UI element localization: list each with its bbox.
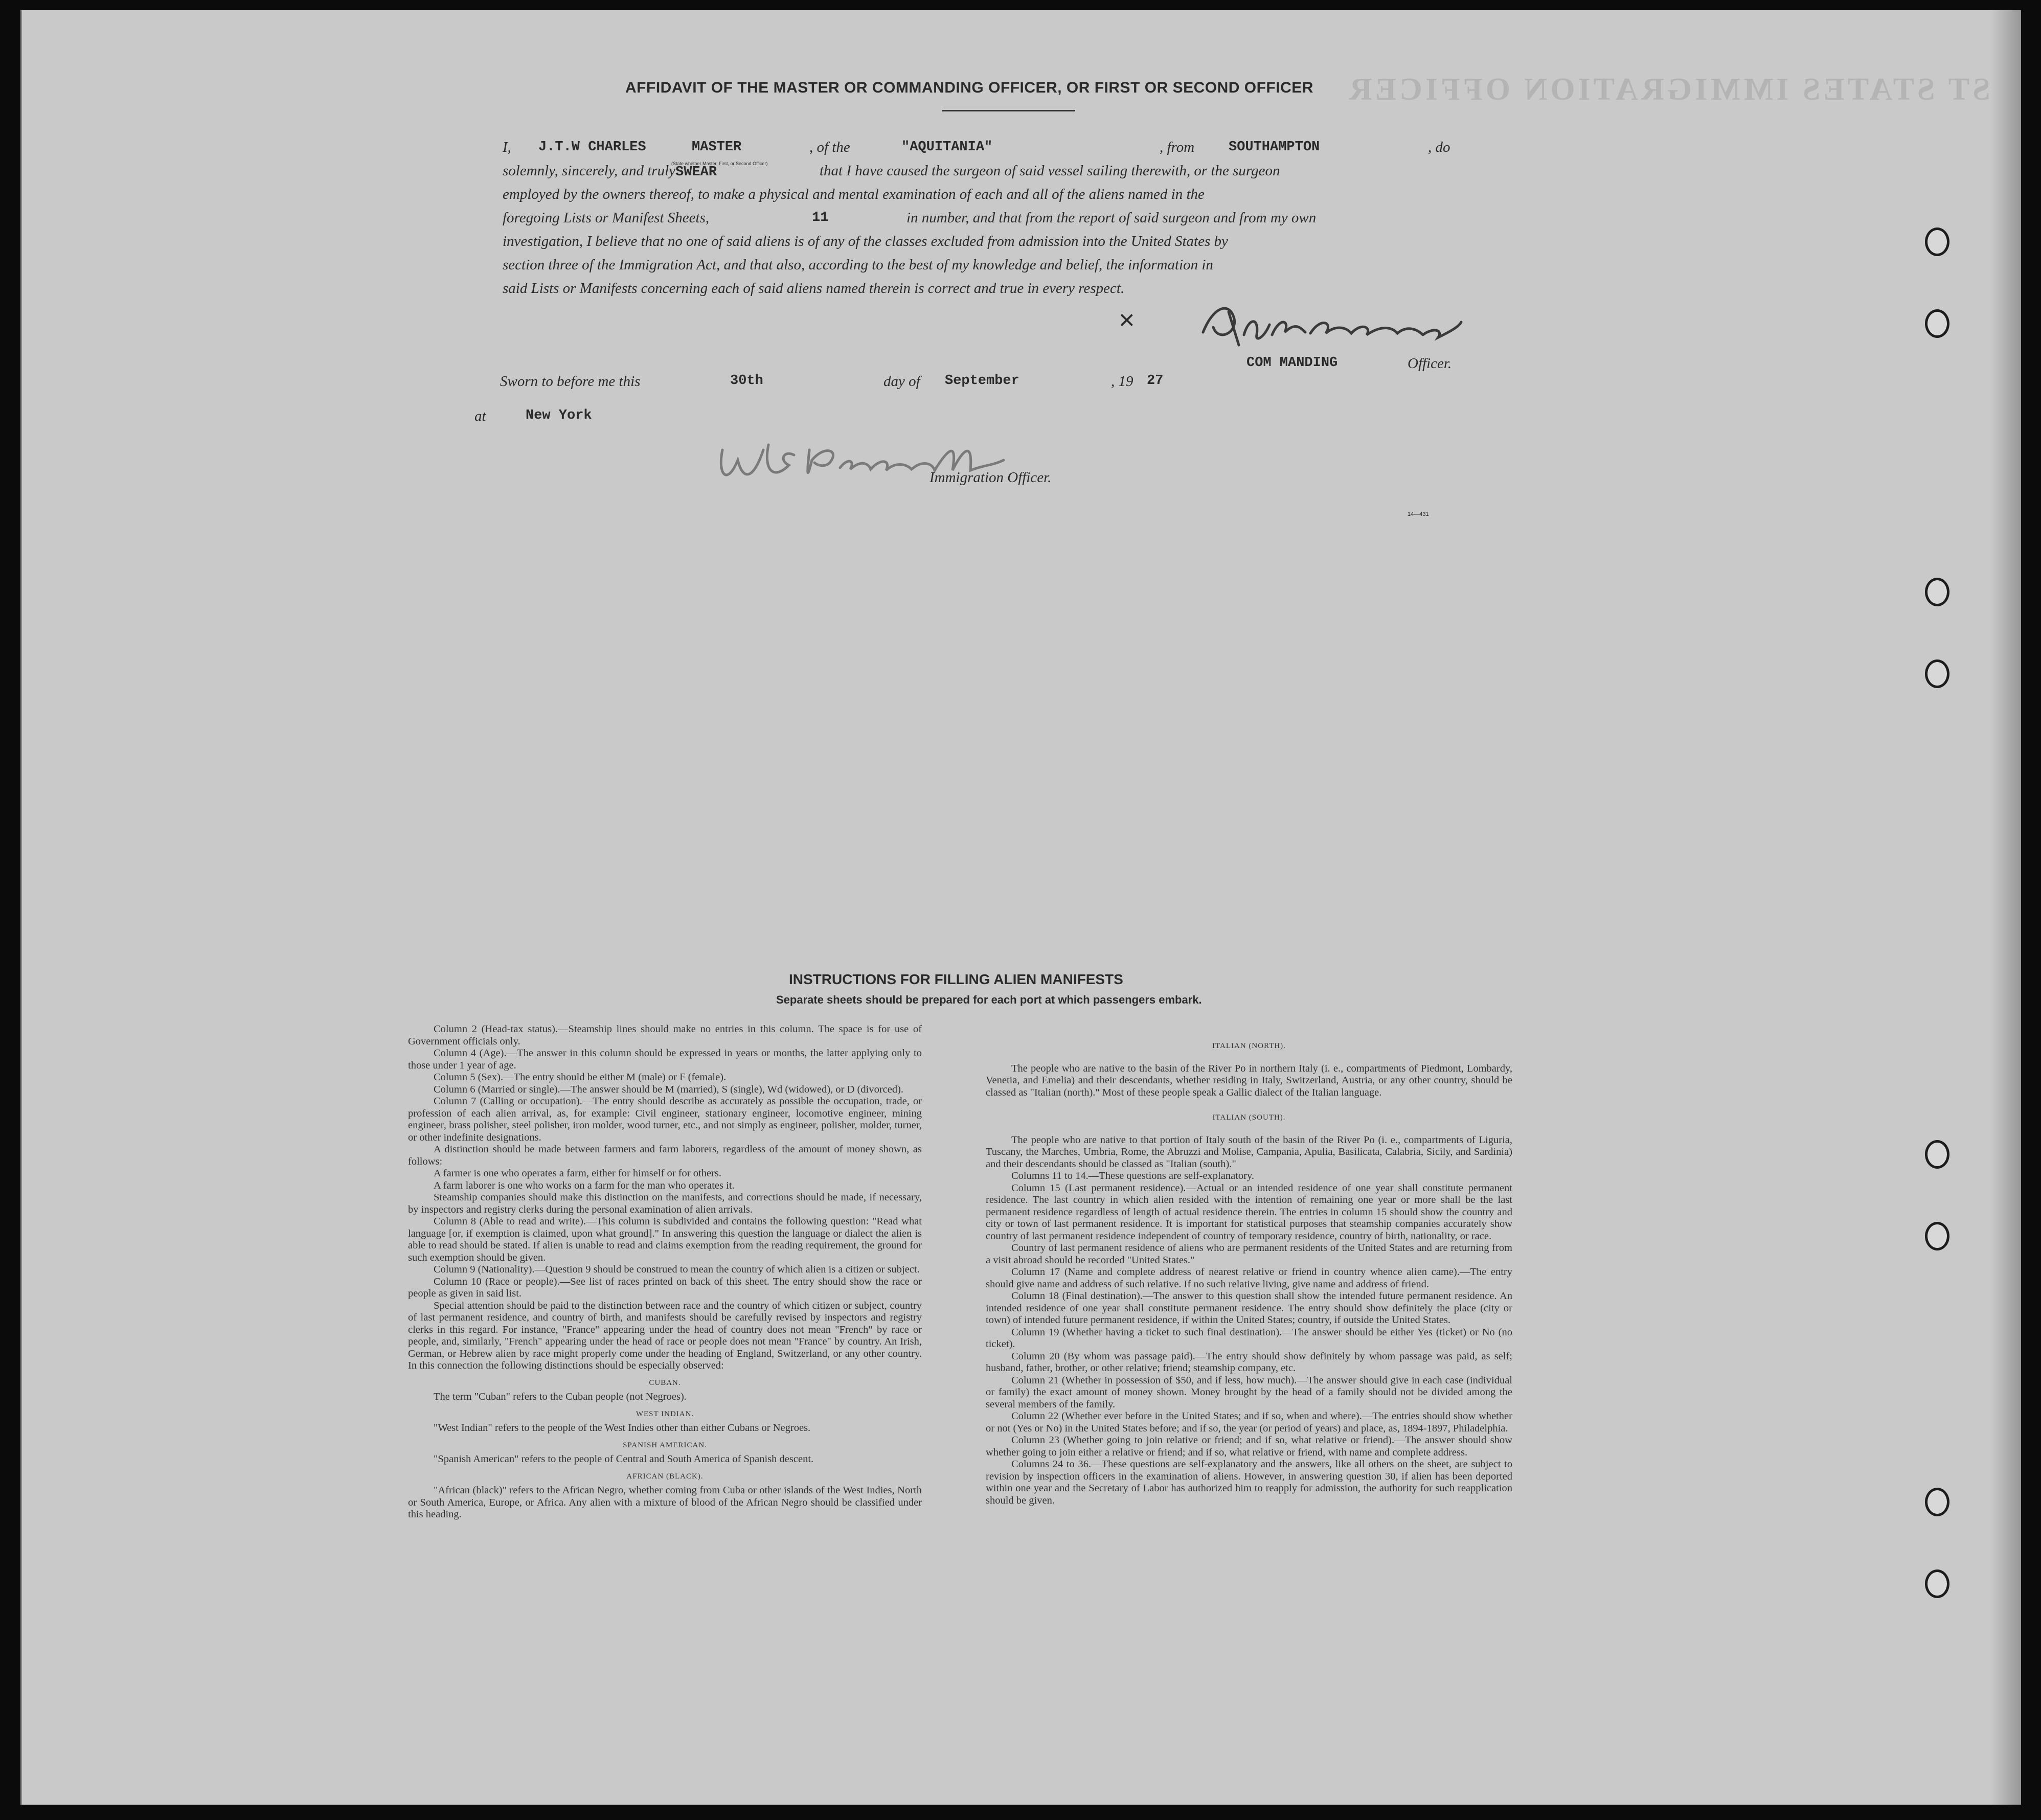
officer-label: Officer.	[1408, 355, 1452, 372]
instruction-paragraph: "West Indian" refers to the people of the West Indies other than either Cubans or Negroes.	[434, 1422, 811, 1434]
of-the-label: , of the	[809, 139, 850, 155]
section-heading-spanish-american: SPANISH AMERICAN.	[623, 1441, 707, 1449]
master-name: J.T.W CHARLES	[538, 140, 646, 155]
binder-hole	[1925, 659, 1949, 688]
instruction-paragraph: Column 22 (Whether ever before in the United States; and if so, when and where).—The entries should show whether or not (Yes or No) in the United States before; and if so, the year (or period of years) and place, as, 1894-1897, Philadelphia.	[986, 1410, 1512, 1434]
binder-hole	[1925, 1222, 1949, 1250]
at-label: at	[474, 408, 486, 424]
instruction-paragraph: Column 2 (Head-tax status).—Steamship lines should make no entries in this column. The space is for use of Government officials only.	[408, 1023, 922, 1047]
instruction-paragraph: Steamship companies should make this distinction on the manifests, and corrections should be made, if necessary, by inspectors and registry clerks during the personal examination of alien arrivals.	[408, 1192, 922, 1215]
affidavit-line-1	[503, 135, 1474, 166]
instruction-paragraph: Column 23 (Whether going to join relative or friend; and if so, what relative or friend).—The answer should show whether going to join either a relative or friend; and if so, what relative or friend, with name and complete address.	[986, 1435, 1512, 1458]
instruction-paragraph: Column 18 (Final destination).—The answer to this question shall show the intended future permanent residence. An intended residence of one year shall constitute permanent residence. The entry should show definitely the place (city or town) of intended future permanent residence, if within the United States; country, if outside the United States.	[986, 1290, 1512, 1326]
binder-hole	[1925, 1488, 1949, 1516]
rank-hint: (State whether Master, First, or Second Officer)	[671, 161, 768, 166]
sworn-label: Sworn to before me this	[500, 373, 641, 390]
affidavit-line-4	[503, 206, 1474, 230]
instruction-paragraph: Columns 24 to 36.—These questions are self-explanatory and the answers, like all others on the sheet, are subject to revision by inspection officers in the examination of aliens. However, in answering question 30, if alien has been deported within one year and the Secretary of Labor has authorized him to reapply for admission, the authority for such reapplication should be given.	[986, 1459, 1512, 1506]
document-sheet	[20, 10, 2021, 1805]
bleed-through-text: ST STATES IMMIGRATION OFFICER	[1346, 72, 1990, 107]
binder-hole	[1925, 309, 1949, 338]
affidavit-line-6: section three of the Immigration Act, and that also, according to the best of my knowledge and belief, the information in	[503, 257, 1213, 273]
sworn-place: New York	[526, 408, 592, 423]
spacer	[986, 1055, 1512, 1063]
instructions-left-column	[408, 1023, 922, 1521]
instruction-paragraph: A distinction should be made between farmers and farm laborers, regardless of the amount of money shown, as follows:	[408, 1144, 922, 1167]
instruction-paragraph: Column 9 (Nationality).—Question 9 should be construed to mean the country of which alien is a citizen or subject.	[434, 1264, 920, 1275]
instruction-paragraph: Column 6 (Married or single).—The answer should be M (married), S (single), Wd (widowed), or D (divorced).	[434, 1083, 904, 1095]
affidavit-line-2-b: that I have caused the surgeon of said vessel sailing therewith, or the surgeon	[820, 163, 1280, 179]
instructions-subtitle: Separate sheets should be prepared for each port at which passengers embark.	[776, 993, 1202, 1006]
instruction-paragraph: Columns 11 to 14.—These questions are self-explanatory.	[1011, 1170, 1255, 1181]
instruction-paragraph: "Spanish American" refers to the people of Central and South America of Spanish descent.	[434, 1453, 814, 1465]
commanding-rank: COM MANDING	[1246, 355, 1338, 371]
affidavit-line-4-b: in number, and that from the report of said surgeon and from my own	[906, 210, 1317, 226]
oath-word: SWEAR	[675, 165, 717, 180]
sworn-year: 27	[1147, 373, 1164, 389]
day-of-label: day of	[883, 373, 920, 390]
section-heading-italian-south: ITALIAN (SOUTH).	[1212, 1113, 1286, 1122]
binder-hole	[1925, 578, 1949, 606]
instruction-paragraph: Column 8 (Able to read and write).—This column is subdivided and contains the following question: "Read what language [or, if exemption is claimed, upon what ground]." In answering this question the language or dialect the alien is able to read should be stated. If alien is unable to read and claims exemption from the reading requirement, the ground for such exemption should be given.	[408, 1216, 922, 1263]
form-number: 14—431	[1408, 511, 1429, 517]
binder-hole	[1925, 228, 1949, 256]
instruction-paragraph: Column 5 (Sex).—The entry should be either M (male) or F (female).	[434, 1072, 727, 1083]
section-heading-west-indian: WEST INDIAN.	[636, 1409, 694, 1418]
affidavit-line-7: said Lists or Manifests concerning each of said aliens named therein is correct and true in every respect.	[503, 280, 1125, 297]
from-label: , from	[1160, 139, 1195, 155]
title-rule	[942, 110, 1075, 111]
binder-hole	[1925, 1569, 1949, 1598]
sheet-count: 11	[812, 210, 829, 225]
spacer	[986, 1126, 1512, 1134]
instruction-paragraph: The people who are native to that portion of Italy south of the basin of the River Po (i. e., compartments of Liguria, Tuscany, the Marches, Umbria, Rome, the Abruzzi and Molise, Campania, Apulia, Basilicata, Calabria, Sicily, and Sardinia) and their descendants should be classed as "Italian (south)."	[986, 1134, 1512, 1170]
section-heading-cuban: CUBAN.	[649, 1378, 681, 1387]
affidavit-title: AFFIDAVIT OF THE MASTER OR COMMANDING OFFICER, OR FIRST OR SECOND OFFICER	[625, 79, 1313, 96]
instruction-paragraph: Column 15 (Last permanent residence).—Actual or an intended residence of one year shall constitute permanent residence. The last country in which alien resided with the intention of remaining one year or more shall be the last permanent residence regardless of length of actual residence therein. The entries in column 15 should show the country and city or town of last permanent residence. It is important for statistical purposes that steamship companies accurately show country of last permanent residence independent of country of temporary residence, country of birth, nationality, or race.	[986, 1182, 1512, 1242]
instruction-paragraph: Column 7 (Calling or occupation).—The entry should describe as accurately as possible the occupation, trade, or profession of each alien arrival, as, for example: Civil engineer, stationary engineer, locomotive engineer, mining engineer, brass polisher, steel polisher, iron molder, wood turner, etc., and not simply as engineer, polisher, molder, turner, or other indefinite designations.	[408, 1096, 922, 1143]
instruction-paragraph: "African (black)" refers to the African Negro, whether coming from Cuba or other islands of the West Indies, North or South America, Europe, or Africa. Any alien with a mixture of blood of the African Negro should be classified under this heading.	[408, 1485, 922, 1520]
sworn-day: 30th	[730, 373, 763, 389]
signature-mark: ×	[1119, 305, 1135, 335]
master-signature	[1198, 297, 1464, 353]
do-label: , do	[1428, 139, 1450, 155]
instruction-paragraph: Column 19 (Whether having a ticket to such final destination).—The answer should be either Yes (ticket) or No (no ticket).	[986, 1326, 1512, 1350]
instruction-paragraph: The term "Cuban" refers to the Cuban people (not Negroes).	[434, 1391, 687, 1402]
instruction-paragraph: The people who are native to the basin of the River Po in northern Italy (i. e., compartments of Piedmont, Lombardy, Venetia, and Emelia) and their descendants, whether residing in Italy, Switzerland, Austria, or any other country, should be classed as "Italian (north)." Most of these people speak a Gallic dialect of the Italian language.	[986, 1062, 1512, 1098]
section-heading-italian-north: ITALIAN (NORTH).	[1212, 1042, 1286, 1050]
affidavit-line-2	[503, 159, 1474, 183]
section-heading-african: AFRICAN (BLACK).	[626, 1472, 704, 1481]
year-prefix: , 19	[1111, 373, 1133, 390]
affidavit-line-3: employed by the owners thereof, to make a physical and mental examination of each and all of the aliens named in the	[503, 186, 1205, 202]
instruction-paragraph: Column 20 (By whom was passage paid).—The entry should show definitely by whom passage was paid, as self; husband, father, brother, or other relative; friend; steamship company, etc.	[986, 1350, 1512, 1374]
binder-hole	[1925, 1140, 1949, 1169]
officer-rank: MASTER	[692, 140, 742, 155]
affidavit-i: I,	[503, 139, 511, 155]
vessel-name: "AQUITANIA"	[901, 140, 993, 155]
instruction-paragraph: A farmer is one who operates a farm, either for himself or for others.	[434, 1168, 721, 1179]
instruction-paragraph: Column 17 (Name and complete address of nearest relative or friend in country whence alien came).—The entry should give name and address of such relative. If no such relative living, give name and address of friend.	[986, 1266, 1512, 1290]
instruction-paragraph: Country of last permanent residence of aliens who are permanent residents of the United States and are returning from a visit abroad should be recorded "United States."	[986, 1242, 1512, 1266]
sworn-month: September	[945, 373, 1019, 389]
instruction-paragraph: A farm laborer is one who works on a farm for the man who operates it.	[434, 1179, 735, 1191]
affidavit-body	[503, 135, 1474, 300]
affidavit-line-4-a: foregoing Lists or Manifest Sheets,	[503, 210, 710, 226]
spacer	[986, 1099, 1512, 1107]
instruction-paragraph: Column 10 (Race or people).—See list of races printed on back of this sheet. The entry should show the race or people as given in said list.	[408, 1276, 922, 1299]
instruction-paragraph: Column 4 (Age).—The answer in this column should be expressed in years or months, the latter applying only to those under 1 year of age.	[408, 1048, 922, 1071]
instruction-paragraph: Column 21 (Whether in possession of $50, and if less, how much).—The answer should give in each case (individual or family) the exact amount of money shown. Money brought by the head of a family should not be divided among the several members of the family.	[986, 1374, 1512, 1410]
departure-port: SOUTHAMPTON	[1229, 140, 1320, 155]
affidavit-line-2-a: solemnly, sincerely, and truly	[503, 163, 676, 179]
affidavit-line-5: investigation, I believe that no one of said aliens is of any of the classes excluded from admission into the United States by	[503, 233, 1228, 249]
instructions-right-column	[986, 1035, 1512, 1507]
instructions-title: INSTRUCTIONS FOR FILLING ALIEN MANIFESTS	[789, 971, 1123, 987]
instruction-paragraph: Special attention should be paid to the distinction between race and the country of which citizen or subject, country of last permanent residence, and country of birth, and manifests should be carefully revised by inspectors and registry clerks in this regard. For instance, "France" appearing under the head of country does not mean "French" by race or people, and, similarly, "French" appearing under the head of race or people does not mean "France" by country. An Irish, German, or Hebrew alien by race might properly come under the heading of England, Switzerland, or any other country. In this connection the following distinctions should be especially observed:	[408, 1300, 922, 1371]
immigration-officer-label: Immigration Officer.	[929, 469, 1052, 486]
